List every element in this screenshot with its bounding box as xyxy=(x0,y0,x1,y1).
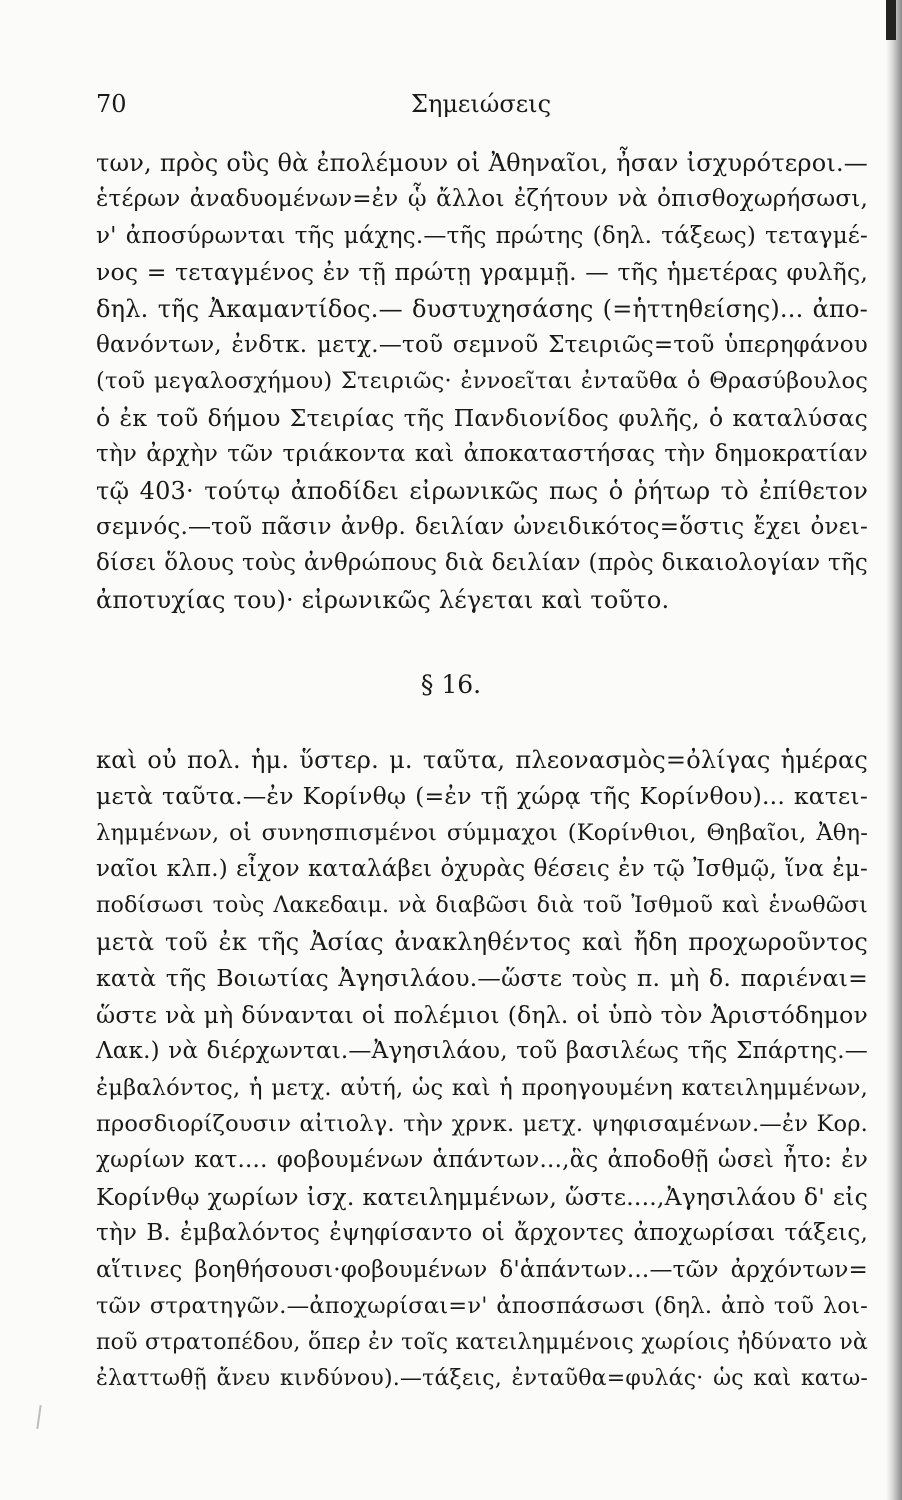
text-line: ναῖοι κλπ.) εἶχον καταλάβει ὀχυρὰς θέσεις ἐν τῷ Ἰσθμῷ, ἵνα ἐμ- xyxy=(96,856,868,883)
text-line: ἐμβαλόντος, ἡ μετχ. αὐτή, ὡς καὶ ἡ προηγουμένη κατειλημμένων, xyxy=(96,1074,868,1101)
text-line: κατὰ τῆς Βοιωτίας Ἀγησιλάου.—ὥστε τοὺς π. μὴ δ. παριέναι= xyxy=(96,964,868,993)
text-line: μετὰ ταῦτα.—ἐν Κορίνθῳ (=ἐν τῇ χώρᾳ τῆς Κορίνθου)... κατει- xyxy=(96,782,868,811)
text-line: ἐλαττωθῇ ἄνευ κινδύνου).—τάξεις, ἐνταῦθα=φυλάς· ὡς καὶ κατω- xyxy=(96,1365,868,1391)
text-line: ποδίσωσι τοὺς Λακεδαιμ. νὰ διαβῶσι διὰ τοῦ Ἰσθμοῦ καὶ ἑνωθῶσι xyxy=(96,892,868,918)
text-line: τὴν Β. ἐμβαλόντος ἐψηφίσαντο οἱ ἄρχοντες ἀποχωρίσαι τάξεις, xyxy=(96,1220,868,1247)
running-head: Σημειώσεις xyxy=(410,90,552,118)
page-edge-shadow xyxy=(886,0,902,1500)
page-number: 70 xyxy=(96,90,127,118)
text-line: λημμένων, οἱ συνησπισμένοι σύμμαχοι (Κορίνθιοι, Θηβαῖοι, Ἀθη- xyxy=(96,819,868,846)
text-line: δηλ. τῆς Ἀκαμαντίδος.— δυστυχησάσης (=ἡττηθείσης)... ἀπο- xyxy=(96,294,868,323)
text-line: χωρίων κατ.... φοβουμένων ἁπάντων...,ἃς ἀποδοθῇ ὡσεὶ ἦτο: ἐν xyxy=(96,1147,868,1174)
text-line: των, πρὸς οὓς θὰ ἐπολέμουν οἱ Ἀθηναῖοι, ἦσαν ἰσχυρότεροι.— xyxy=(96,149,868,177)
text-line: τῶν στρατηγῶν.—ἀποχωρίσαι=ν' ἀποσπάσωσι (δηλ. ἀπὸ τοῦ λοι- xyxy=(96,1293,868,1320)
stray-pencil-mark xyxy=(36,1405,41,1429)
text-line: καὶ οὐ πολ. ἡμ. ὕστερ. μ. ταῦτα, πλεονασμὸς=ὀλίγας ἡμέρας xyxy=(96,746,868,774)
text-line: θανόντων, ἐνδτκ. μετχ.—τοῦ σεμνοῦ Στειριῶς=τοῦ ὑπερηφάνου xyxy=(96,332,868,359)
text-line: προσδιορίζουσιν αἰτιολγ. τὴν χρνκ. μετχ. ψηφισαμένων.—ἐν Κορ. xyxy=(96,1111,868,1138)
text-line: ἑτέρων ἀναδυομένων=ἐν ᾧ ἄλλοι ἐζήτουν νὰ ὀπισθοχωρήσωσι, xyxy=(96,186,868,213)
text-line: Κορίνθῳ χωρίων ἰσχ. κατειλημμένων, ὥστε....,Ἀγησιλάου δ' εἰς xyxy=(96,1182,868,1211)
page-header xyxy=(96,90,866,120)
text-line: τῷ 403· τούτῳ ἀποδίδει εἰρωνικῶς πως ὁ ῥήτωρ τὸ ἐπίθετον xyxy=(96,476,868,505)
text-line: ποῦ στρατοπέδου, ὅπερ ἐν τοῖς κατειλημμένοις χωρίοις ἠδύνατο νὰ xyxy=(96,1329,868,1355)
scan-corner-mark xyxy=(886,0,896,40)
text-line: ὥστε νὰ μὴ δύνανται οἱ πολέμιοι (δηλ. οἱ ὑπὸ τὸν Ἀριστόδημον xyxy=(96,1000,868,1029)
text-line: τὴν ἀρχὴν τῶν τριάκοντα καὶ ἀποκαταστήσας τὴν δημοκρατίαν xyxy=(96,441,868,468)
text-line: ν' ἀποσύρωνται τῆς μάχης.—τῆς πρώτης (δηλ. τάξεως) τεταγμέ- xyxy=(96,222,868,249)
text-line: ἀποτυχίας του)· εἰρωνικῶς λέγεται καὶ τοῦτο. xyxy=(96,585,670,614)
text-line: Λακ.) νὰ διέρχωνται.—Ἀγησιλάου, τοῦ βασιλέως τῆς Σπάρτης.— xyxy=(96,1038,868,1065)
notes-paragraph-1 xyxy=(96,145,868,618)
text-line: αἵτινες βοηθήσουσι·φοβουμένων δ'ἁπάντων...—τῶν ἀρχόντων= xyxy=(96,1256,868,1283)
notes-paragraph-2 xyxy=(96,742,868,1397)
text-line: δίσει ὅλους τοὺς ἀνθρώπους διὰ δειλίαν (πρὸς δικαιολογίαν τῆς xyxy=(96,550,868,577)
text-line: ὁ ἐκ τοῦ δήμου Στειρίας τῆς Πανδιονίδος φυλῆς, ὁ καταλύσας xyxy=(96,403,868,432)
text-line: μετὰ τοῦ ἐκ τῆς Ἀσίας ἀνακληθέντος καὶ ἤδη προχωροῦντος xyxy=(96,928,868,957)
text-line: (τοῦ μεγαλοσχήμου) Στειριῶς· ἐννοεῖται ἐνταῦθα ὁ Θρασύβουλος xyxy=(96,368,868,395)
section-heading: § 16. xyxy=(420,670,482,699)
text-line: σεμνός.—τοῦ πᾶσιν ἀνθρ. δειλίαν ὠνειδικότος=ὅστις ἔχει ὀνει- xyxy=(96,514,868,541)
text-line: νος = τεταγμένος ἐν τῇ πρώτῃ γραμμῇ. — τῆς ἡμετέρας φυλῆς, xyxy=(96,258,868,287)
